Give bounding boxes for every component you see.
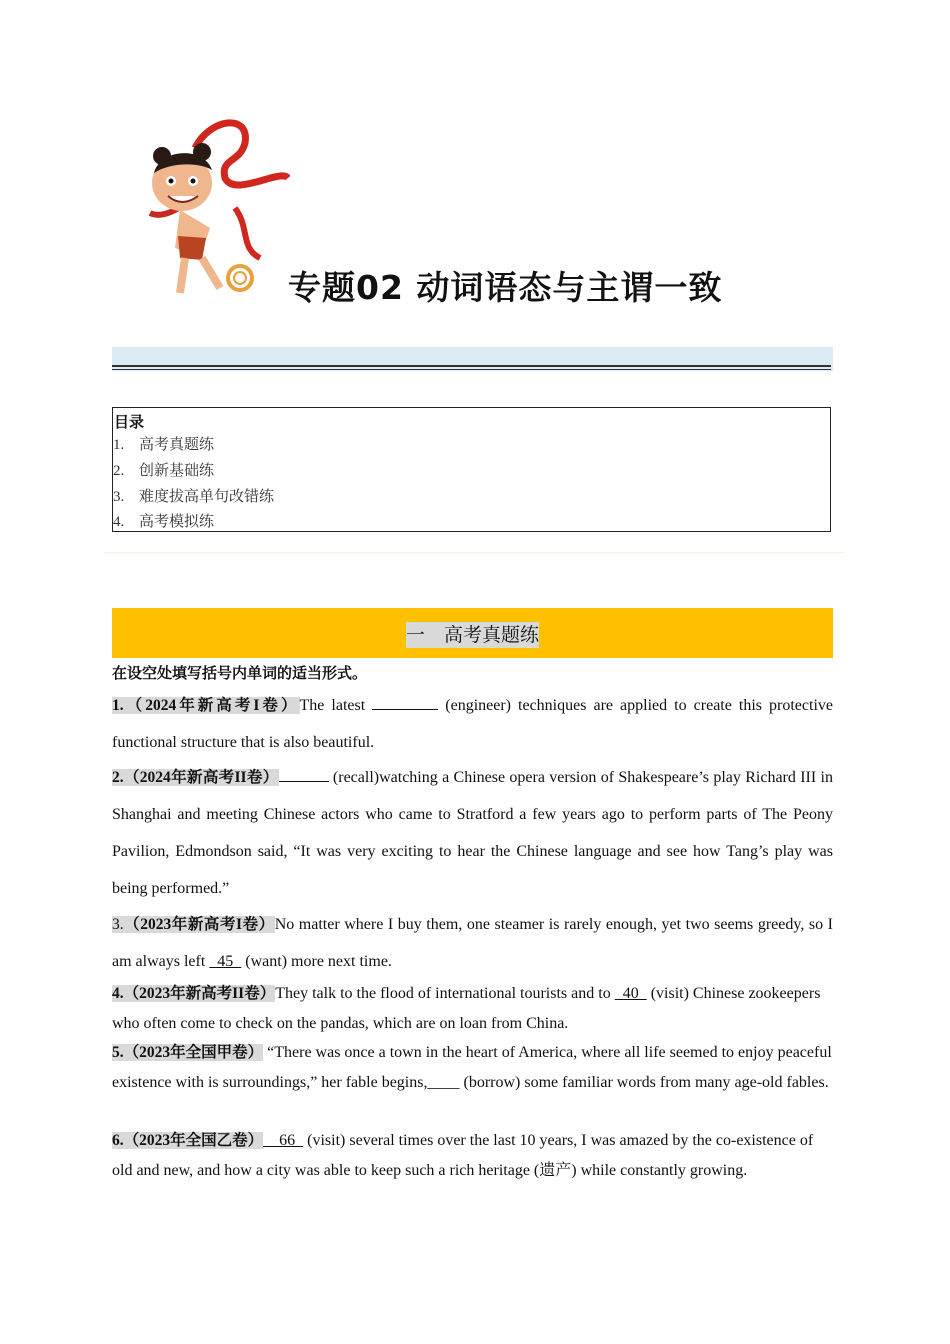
question-1: 1.（2024年新高考I卷）The latest (engineer) techniques are applied to create this protective functional structure that is also beautiful. [112, 687, 833, 761]
question-source-tag: 5.（2023年全国甲卷） [112, 1044, 264, 1061]
answer-blank: 40 [614, 985, 647, 1002]
question-source-tag: 2.（2024年新高考II卷） [112, 769, 279, 786]
toc-heading: 目录 [114, 413, 145, 431]
mascot-illustration [140, 118, 290, 303]
answer-blank [279, 766, 329, 782]
title-divider-band [112, 347, 833, 371]
answer-blank: 66 [263, 1132, 304, 1149]
toc-item[interactable]: 1. 高考真题练 [113, 435, 215, 453]
question-source-tag: 4.（2023年新高考II卷） [112, 985, 276, 1002]
answer-blank [372, 694, 438, 710]
question-3: 3.（2023年新高考I卷）No matter where I buy them, one steamer is rarely enough, yet two seems greedy, so I am always left 45 (want) more next time. [112, 916, 833, 970]
question-5: 5.（2023年全国甲卷） “There was once a town in the heart of America, where all life seemed to enjoy peaceful existence with is surroundings,” her fable begins,____ (borrow) some familiar words from many age-old fables. [112, 1044, 832, 1091]
toc-item[interactable]: 3. 难度拔高单句改错练 [113, 486, 275, 505]
section-instruction: 在设空处填写括号内单词的适当形式。 [112, 664, 368, 682]
question-2: 2.（2024年新高考II卷） (recall)watching a Chinese opera version of Shakespeare’s play Richard III in Shanghai and meeting Chinese actors who came to Stratford a few years ago to perform parts of The Peony Pavilion, Edmondson said, “It was very exciting to hear the Chinese language and see how Tang’s play was being performed.” [112, 759, 833, 907]
question-source-tag: 1.（2024年新高考I卷） [112, 697, 300, 714]
question-6: 6.（2023年全国乙卷） 66 (visit) several times over the last 10 years, I was amazed by the co-existence of old and new, and how a city was able to keep such a rich heritage (遗产) while constantly growing. [112, 1132, 814, 1179]
question-4: 4.（2023年新高考II卷）They talk to the flood of international tourists and to 40 (visit) Chinese zookeepers who often come to check on the pandas, which are on loan from China. [112, 985, 821, 1032]
title-divider-line [112, 365, 831, 367]
section-header-bar [112, 608, 833, 658]
title-divider-line-thin [112, 369, 831, 370]
table-of-contents [112, 407, 831, 532]
section-separator [104, 552, 844, 553]
question-source-tag: 3.（2023年新高考I卷） [112, 916, 275, 933]
page-title: 专题02 动词语态与主谓一致 [288, 268, 723, 307]
section-title: 一 高考真题练 [405, 624, 539, 646]
toc-item[interactable]: 2. 创新基础练 [113, 460, 215, 479]
answer-blank: ____ [427, 1073, 460, 1091]
toc-item[interactable]: 4. 高考模拟练 [113, 512, 215, 531]
answer-blank: 45 [209, 953, 242, 970]
question-source-tag: 6.（2023年全国乙卷） [112, 1132, 264, 1149]
